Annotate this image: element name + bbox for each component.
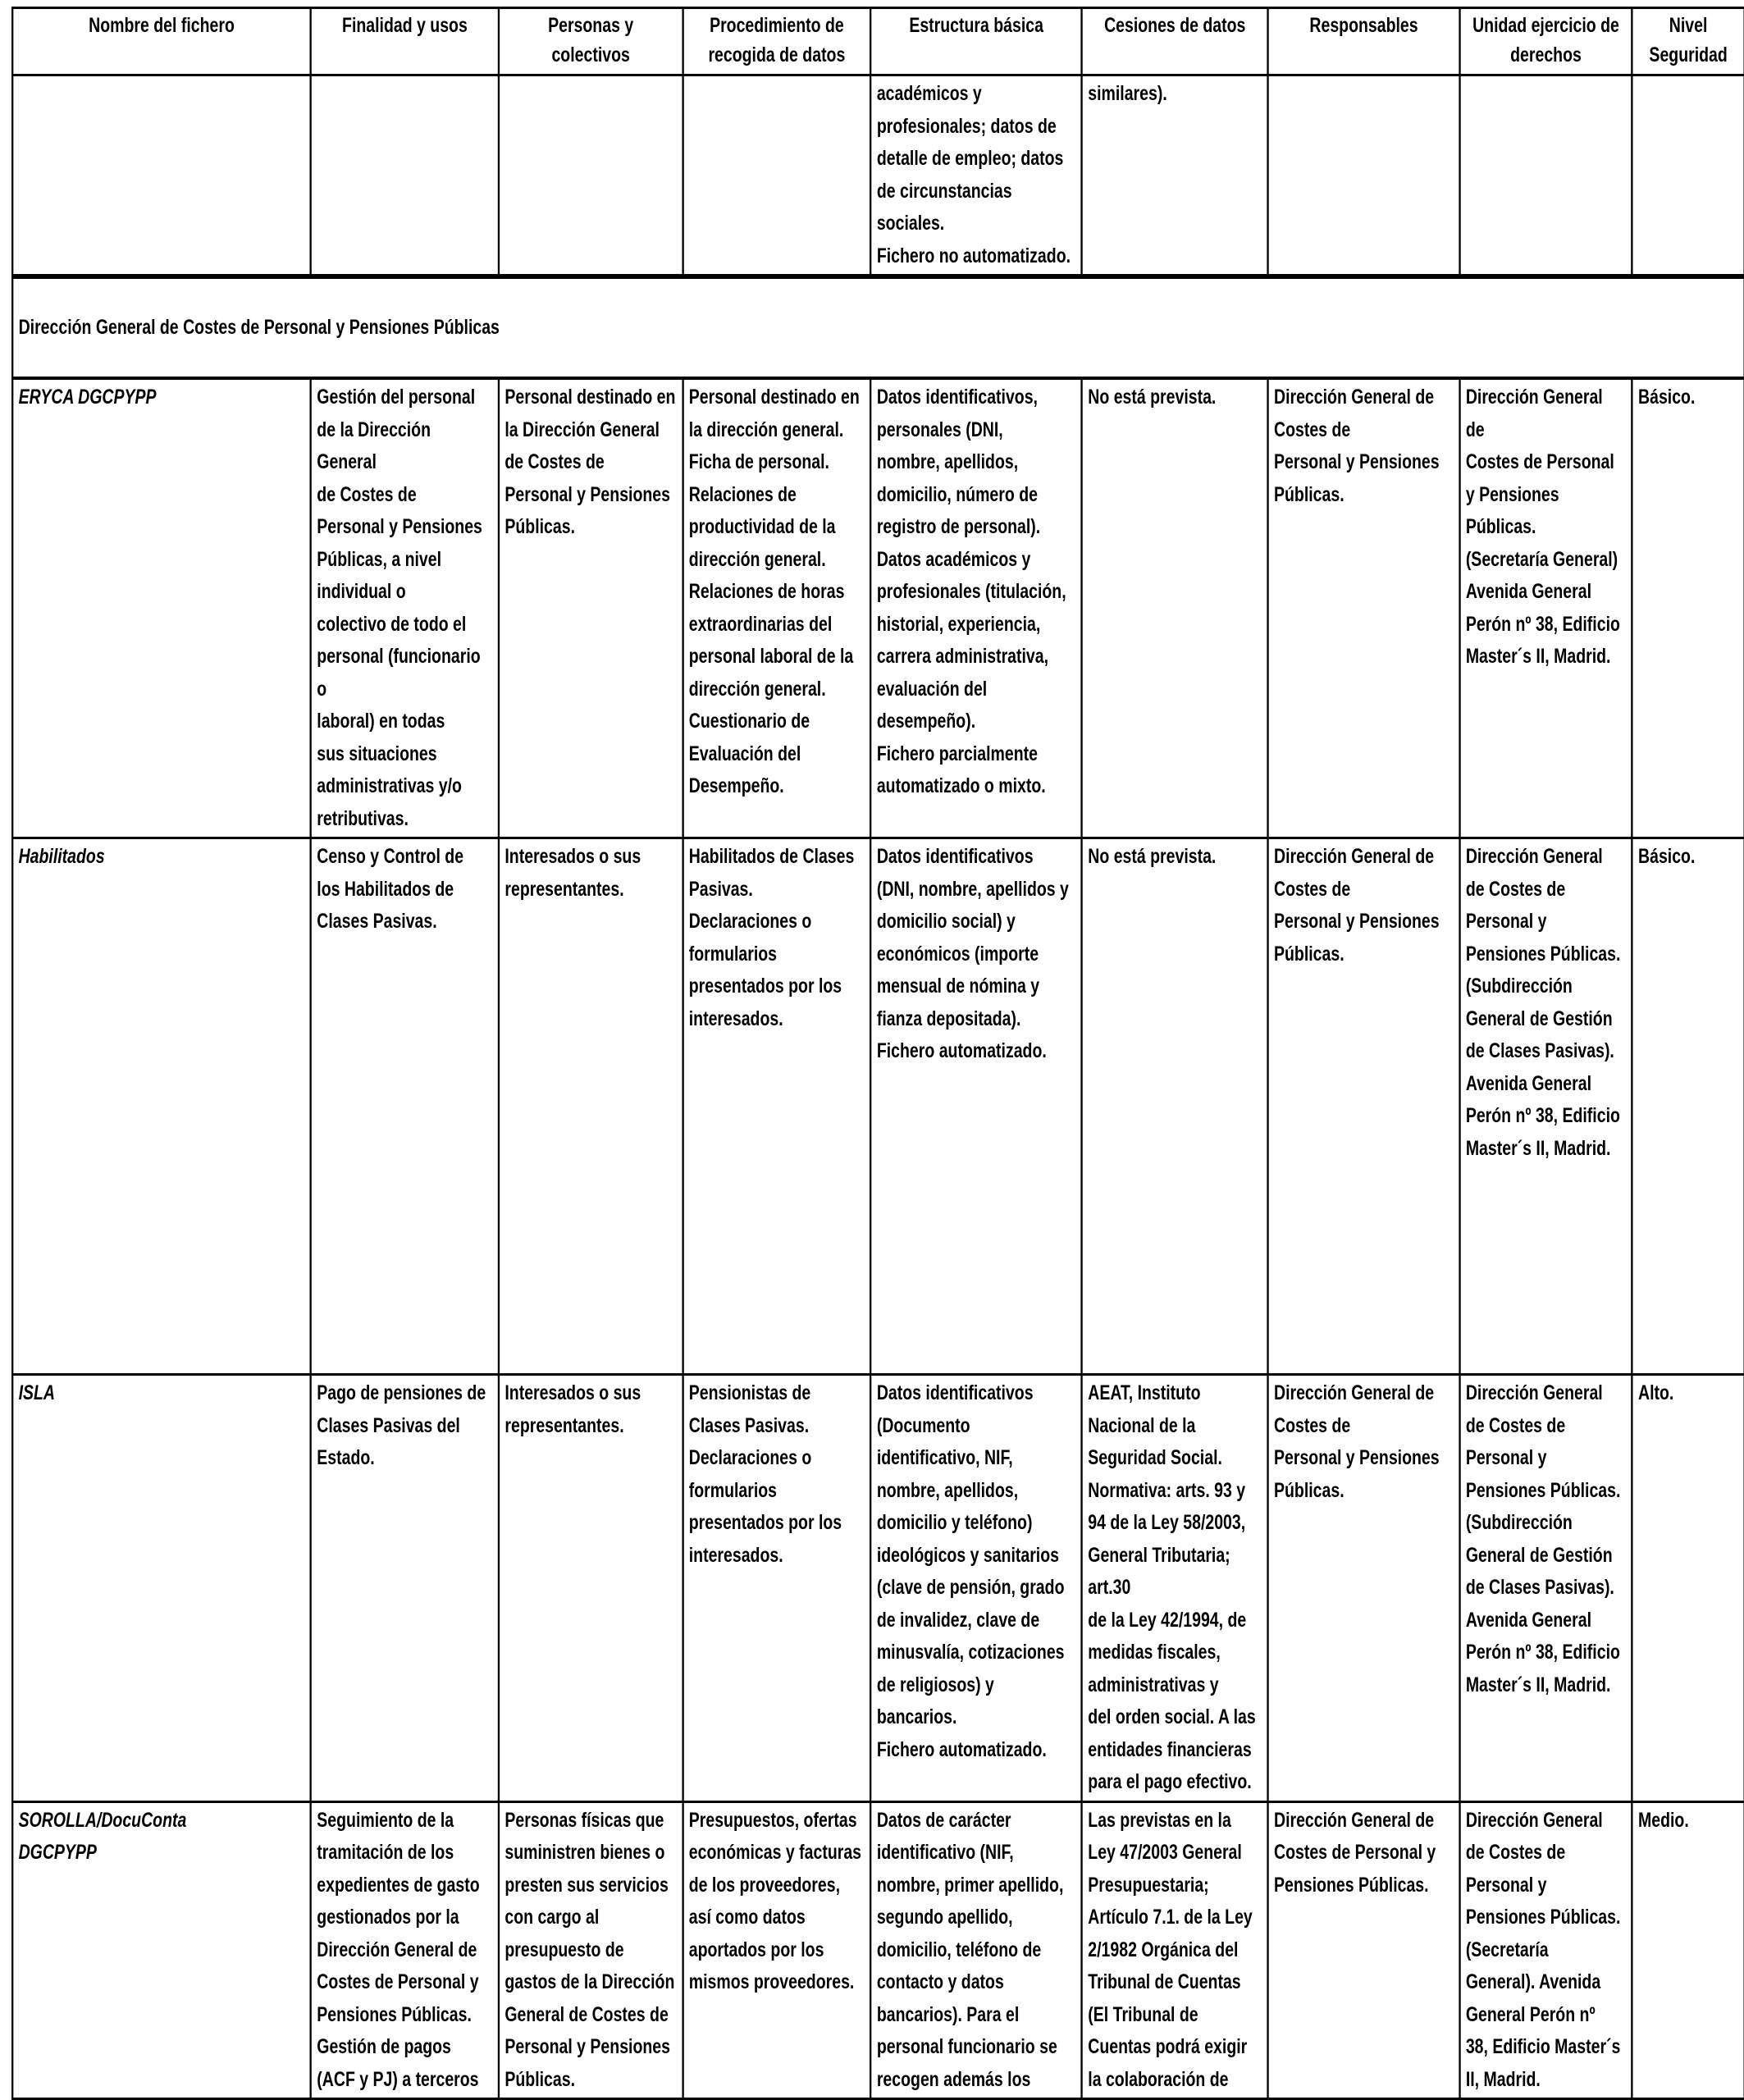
cell-personas xyxy=(499,75,683,277)
cell-nombre: ISLA xyxy=(12,1375,311,1802)
cell-finalidad xyxy=(311,75,499,277)
cell-estructura: Datos identificativos, personales (DNI, nombre, apellidos, domicilio, número de registro de personal). Datos académicos y profesionales (titulación, historial, experiencia, carrera administrativa, evaluación del desempeño). Fichero parcialmente automatizado o mixto. xyxy=(870,378,1081,838)
header-unidad: Unidad ejercicio de derechos xyxy=(1459,8,1632,75)
cell-personas: Interesados o sus representantes. xyxy=(499,838,683,1375)
cell-nombre: Habilitados xyxy=(12,838,311,1375)
section-title: Dirección General de Costes de Personal y Pensiones Públicas xyxy=(12,276,1744,378)
header-cesiones: Cesiones de datos xyxy=(1082,8,1268,75)
cell-unidad: Dirección General de Costes de Personal y Pensiones Públicas. (Secretaría General) Avenida General Perón nº 38, Edificio Master´s II, Madrid. xyxy=(1459,378,1632,838)
header-nombre: Nombre del fichero xyxy=(12,8,311,75)
cell-cesiones: No está prevista. xyxy=(1082,838,1268,1375)
header-row xyxy=(12,8,1744,75)
header-procedimiento: Procedimiento de recogida de datos xyxy=(683,8,870,75)
table-row xyxy=(12,1801,1744,2099)
cell-nivel: Medio. xyxy=(1632,1801,1744,2099)
cell-personas: Interesados o sus representantes. xyxy=(499,1375,683,1802)
cell-personas: Personas físicas que suministren bienes o presten sus servicios con cargo al presupuesto de gastos de la Dirección General de Costes de Personal y Pensiones Públicas. xyxy=(499,1801,683,2099)
cell-procedimiento: Pensionistas de Clases Pasivas. Declaraciones o formularios presentados por los interesados. xyxy=(683,1375,870,1802)
cell-nivel: Básico. xyxy=(1632,378,1744,838)
cell-responsables xyxy=(1268,75,1460,277)
cell-procedimiento: Presupuestos, ofertas económicas y facturas de los proveedores, así como datos aportados por los mismos proveedores. xyxy=(683,1801,870,2099)
cell-responsables: Dirección General de Costes de Personal y Pensiones Públicas. xyxy=(1268,838,1460,1375)
cell-unidad xyxy=(1459,75,1632,277)
cell-cesiones: Las previstas en la Ley 47/2003 General Presupuestaria; Artículo 7.1. de la Ley 2/1982 Orgánica del Tribunal de Cuentas (El Tribunal de Cuentas podrá exigir la colaboración de xyxy=(1082,1801,1268,2099)
cell-cesiones: AEAT, Instituto Nacional de la Seguridad Social. Normativa: arts. 93 y 94 de la Ley 58/2003, General Tributaria; art.30 de la Ley 42/1994, de medidas fiscales, administrativas y del orden social. A las entidades financieras para el pago efectivo. xyxy=(1082,1375,1268,1802)
cell-responsables: Dirección General de Costes de Personal y Pensiones Públicas. xyxy=(1268,1801,1460,2099)
cell-nombre: SOROLLA/DocuConta DGCPYPP xyxy=(12,1801,311,2099)
table-row xyxy=(12,838,1744,1375)
header-finalidad: Finalidad y usos xyxy=(311,8,499,75)
header-responsables: Responsables xyxy=(1268,8,1460,75)
header-estructura: Estructura básica xyxy=(870,8,1081,75)
header-personas: Personas y colectivos xyxy=(499,8,683,75)
cell-estructura: Datos identificativos (Documento identificativo, NIF, nombre, apellidos, domicilio y teléfono) ideológicos y sanitarios (clave de pensión, grado de invalidez, clave de minusvalía, cotizaciones de religiosos) y bancarios. Fichero automatizado. xyxy=(870,1375,1081,1802)
cell-unidad: Dirección General de Costes de Personal y Pensiones Públicas. (Secretaría General). Avenida General Perón nº 38, Edificio Master´s II, Madrid. xyxy=(1459,1801,1632,2099)
cell-responsables: Dirección General de Costes de Personal y Pensiones Públicas. xyxy=(1268,378,1460,838)
cell-nivel: Básico. xyxy=(1632,838,1744,1375)
cell-nombre xyxy=(12,75,311,277)
table-row xyxy=(12,378,1744,838)
cell-unidad: Dirección General de Costes de Personal y Pensiones Públicas. (Subdirección General de Gestión de Clases Pasivas). Avenida General Perón nº 38, Edificio Master´s II, Madrid. xyxy=(1459,838,1632,1375)
header-nivel: Nivel Seguridad xyxy=(1632,8,1744,75)
cell-estructura: Datos identificativos (DNI, nombre, apellidos y domicilio social) y económicos (importe mensual de nómina y fianza depositada). Fichero automatizado. xyxy=(870,838,1081,1375)
cell-cesiones: similares). xyxy=(1082,75,1268,277)
cell-procedimiento xyxy=(683,75,870,277)
table-row xyxy=(12,1375,1744,1802)
cell-nivel: Alto. xyxy=(1632,1375,1744,1802)
cell-unidad: Dirección General de Costes de Personal y Pensiones Públicas. (Subdirección General de Gestión de Clases Pasivas). Avenida General Perón nº 38, Edificio Master´s II, Madrid. xyxy=(1459,1375,1632,1802)
section-row xyxy=(12,276,1744,378)
data-files-table xyxy=(11,7,1744,2100)
cell-responsables: Dirección General de Costes de Personal y Pensiones Públicas. xyxy=(1268,1375,1460,1802)
cell-estructura: Datos de carácter identificativo (NIF, nombre, primer apellido, segundo apellido, domicilio, teléfono de contacto y datos bancarios). Para el personal funcionario se recogen además los xyxy=(870,1801,1081,2099)
cell-cesiones: No está prevista. xyxy=(1082,378,1268,838)
cell-estructura: académicos y profesionales; datos de detalle de empleo; datos de circunstancias sociales. Fichero no automatizado. xyxy=(870,75,1081,277)
continuation-row xyxy=(12,75,1744,277)
cell-personas: Personal destinado en la Dirección General de Costes de Personal y Pensiones Públicas. xyxy=(499,378,683,838)
cell-finalidad: Pago de pensiones de Clases Pasivas del Estado. xyxy=(311,1375,499,1802)
cell-nivel xyxy=(1632,75,1744,277)
cell-nombre: ERYCA DGCPYPP xyxy=(12,378,311,838)
cell-procedimiento: Habilitados de Clases Pasivas. Declaraciones o formularios presentados por los interesados. xyxy=(683,838,870,1375)
cell-finalidad: Seguimiento de la tramitación de los expedientes de gasto gestionados por la Dirección General de Costes de Personal y Pensiones Públicas. Gestión de pagos (ACF y PJ) a terceros xyxy=(311,1801,499,2099)
cell-finalidad: Censo y Control de los Habilitados de Clases Pasivas. xyxy=(311,838,499,1375)
cell-finalidad: Gestión del personal de la Dirección General de Costes de Personal y Pensiones Públicas, a nivel individual o colectivo de todo el personal (funcionario o laboral) en todas sus situaciones administrativas y/o retributivas. xyxy=(311,378,499,838)
cell-procedimiento: Personal destinado en la dirección general. Ficha de personal. Relaciones de productividad de la dirección general. Relaciones de horas extraordinarias del personal laboral de la dirección general. Cuestionario de Evaluación del Desempeño. xyxy=(683,378,870,838)
